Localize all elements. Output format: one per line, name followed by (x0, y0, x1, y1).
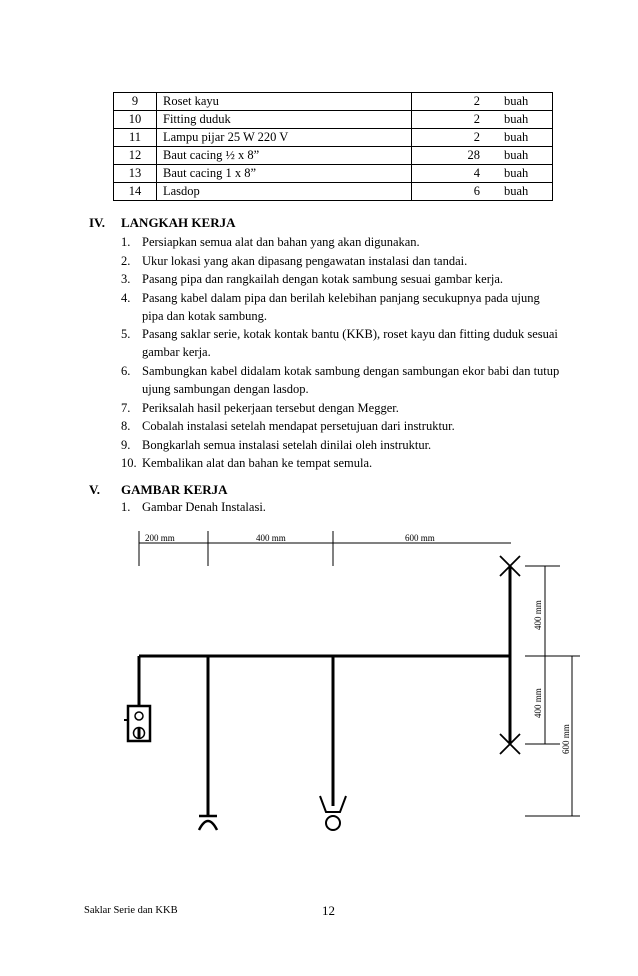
item-unit: buah (502, 165, 553, 183)
step-number: 2. (121, 253, 131, 268)
subsection-number: 1. (121, 500, 131, 514)
dimension-label: 200 mm (145, 533, 175, 543)
section-number: V. (89, 482, 100, 497)
step-text: Pasang saklar serie, kotak kontak bantu (KKB), roset kayu dan fitting duduk sesuai gambar kerja. (142, 327, 558, 360)
step-text: Persiapkan semua alat dan bahan yang akan digunakan. (142, 235, 420, 249)
item-name: Roset kayu (157, 93, 412, 111)
step-number: 9. (121, 437, 131, 452)
footer-title: Saklar Serie dan KKB (84, 905, 178, 916)
item-unit: buah (502, 183, 553, 201)
item-number: 12 (114, 147, 157, 165)
page-number: 12 (322, 903, 335, 918)
item-unit: buah (502, 147, 553, 165)
item-number: 9 (114, 93, 157, 111)
step-text: Pasang pipa dan rangkailah dengan kotak sambung sesuai gambar kerja. (142, 272, 503, 287)
dimension-label: 600 mm (405, 533, 435, 543)
step-text: Periksalah hasil pekerjaan tersebut dengan Megger. (142, 400, 399, 415)
step-number: 5. (121, 327, 131, 342)
step-text: Bongkarlah semua instalasi setelah dinilai oleh instruktur. (142, 437, 432, 452)
item-name: Baut cacing ½ x 8” (157, 147, 412, 165)
item-qty: 28 (412, 147, 503, 165)
item-unit: buah (502, 111, 553, 129)
step-text: Kembalikan alat dan bahan ke tempat semula. (142, 456, 373, 471)
step-text: Cobalah instalasi setelah mendapat persetujuan dari instruktur. (142, 419, 455, 434)
step-number: 6. (121, 363, 131, 378)
item-number: 10 (114, 111, 157, 129)
switch-icon (199, 821, 217, 830)
dimension-label: 400 mm (533, 688, 543, 718)
dimension-label: 600 mm (561, 724, 571, 754)
item-qty: 6 (412, 183, 503, 201)
section-title: GAMBAR KERJA (121, 482, 228, 497)
item-qty: 4 (412, 165, 503, 183)
kkb-socket-icon (124, 706, 150, 741)
item-number: 14 (114, 183, 157, 201)
step-number: 4. (121, 290, 131, 305)
dimension-label: 400 mm (256, 533, 286, 543)
item-name: Baut cacing 1 x 8” (157, 165, 412, 183)
step-number: 8. (121, 419, 131, 434)
item-name: Lasdop (157, 183, 412, 201)
step-number: 10. (121, 456, 137, 471)
step-number: 3. (121, 272, 131, 287)
item-number: 13 (114, 165, 157, 183)
item-qty: 2 (412, 93, 503, 111)
item-unit: buah (502, 129, 553, 147)
item-name: Fitting duduk (157, 111, 412, 129)
section-title: LANGKAH KERJA (121, 215, 236, 230)
item-name: Lampu pijar 25 W 220 V (157, 129, 412, 147)
step-text: Pasang kabel dalam pipa dan berilah kelebihan panjang secukupnya pada ujung pipa dan kotak sambung. (142, 290, 540, 323)
item-unit: buah (502, 93, 553, 111)
dimension-label: 400 mm (533, 600, 543, 630)
step-text: Ukur lokasi yang akan dipasang pengawatan instalasi dan tandai. (142, 253, 468, 268)
item-qty: 2 (412, 111, 503, 129)
item-number: 11 (114, 129, 157, 147)
subsection-text: Gambar Denah Instalasi. (142, 500, 266, 514)
step-number: 1. (121, 235, 131, 249)
item-qty: 2 (412, 129, 503, 147)
section-number: IV. (89, 215, 106, 230)
step-number: 7. (121, 400, 131, 415)
step-text: Sambungkan kabel didalam kotak sambung dengan sambungan ekor babi dan tutup ujung sambungan dengan lasdop. (142, 363, 560, 396)
